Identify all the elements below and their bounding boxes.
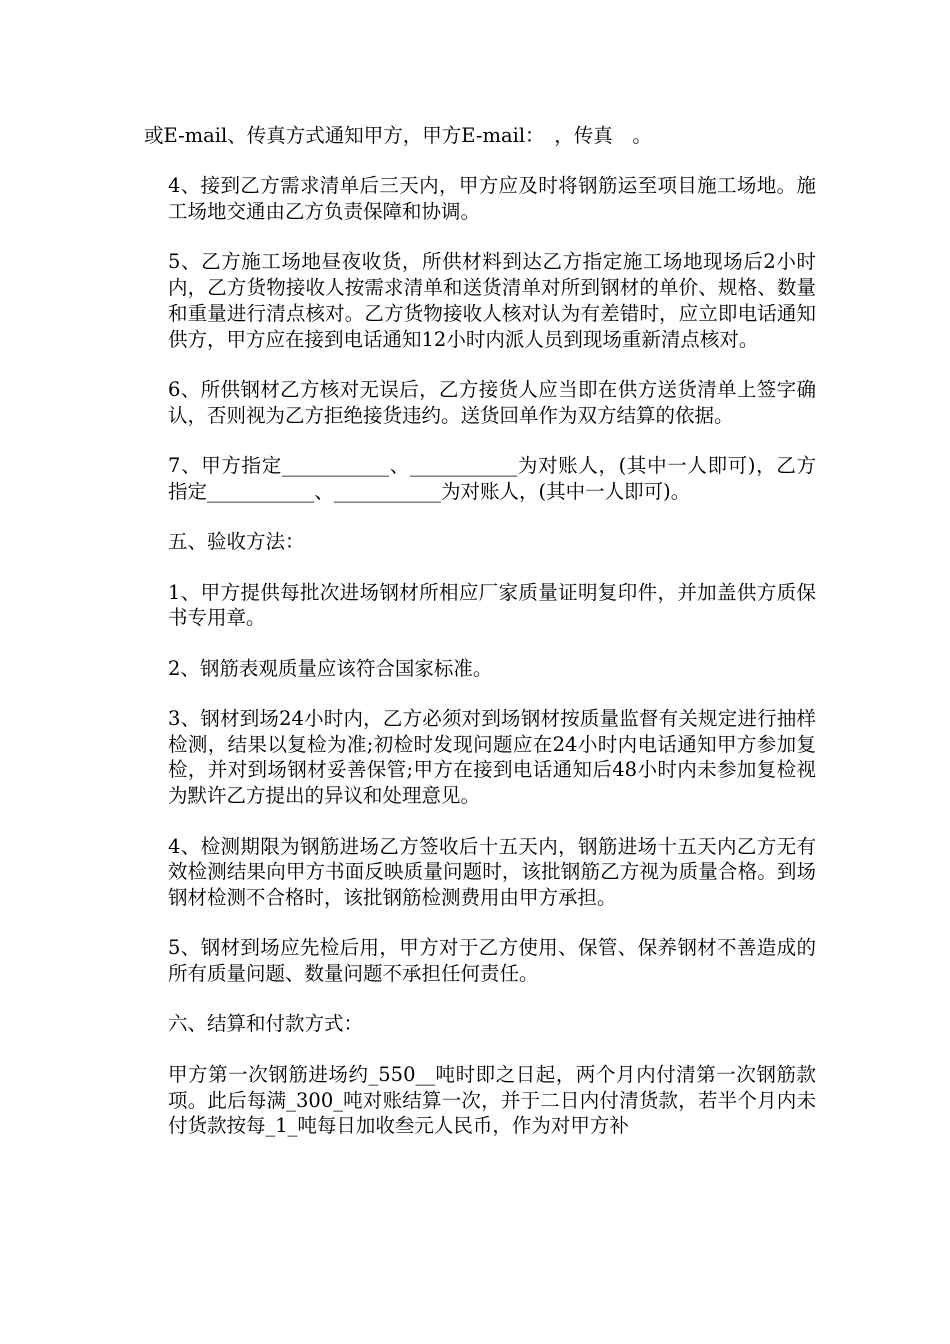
document-page bbox=[144, 123, 816, 1164]
paragraph-notice-method: 或E-mail、传真方式通知甲方，甲方E-mail： ，传真 。 bbox=[144, 124, 652, 147]
section-heading-settlement: 六、结算和付款方式： bbox=[168, 1012, 364, 1036]
paragraph-clause-7-reconciler: 7、甲方指定___________、___________为对账人，(其中一人即可)，乙方指定___________、___________为对账人，(其中一人即可)。 bbox=[168, 454, 816, 503]
section-heading-acceptance: 五、验收方法： bbox=[168, 530, 305, 554]
paragraph-clause-4-delivery: 4、接到乙方需求清单后三天内，甲方应及时将钢筋运至项目施工场地。施工场地交通由乙方负责保障和协调。 bbox=[168, 174, 816, 224]
paragraph-acceptance-3: 3、钢材到场24小时内，乙方必须对到场钢材按质量监督有关规定进行抽样检测，结果以复检为准;初检时发现问题应在24小时内电话通知甲方参加复检，并对到场钢材妥善保管;甲方在接到电话通知后48小时内未参加复检视为默许乙方提出的异议和处理意见。 bbox=[168, 707, 816, 808]
paragraph-clause-6-confirmation: 6、所供钢材乙方核对无误后，乙方接货人应当即在供方送货清单上签字确认，否则视为乙方拒绝接货违约。送货回单作为双方结算的依据。 bbox=[168, 377, 816, 427]
paragraph-acceptance-2: 2、钢筋表观质量应该符合国家标准。 bbox=[168, 656, 493, 680]
paragraph-settlement-terms: 甲方第一次钢筋进场约_550__吨时即之日起，两个月内付清第一次钢筋款项。此后每满_300_吨对账结算一次，并于二日内付清货款，若半个月内未付货款按每_1_吨每日加收叁元人民币，作为对甲方补 bbox=[168, 1062, 816, 1138]
paragraph-acceptance-5: 5、钢材到场应先检后用，甲方对于乙方使用、保管、保养钢材不善造成的所有质量问题、数量问题不承担任何责任。 bbox=[168, 936, 816, 986]
paragraph-acceptance-1: 1、甲方提供每批次进场钢材所相应厂家质量证明复印件，并加盖供方质保书专用章。 bbox=[168, 580, 816, 630]
paragraph-clause-5-receiving: 5、乙方施工场地昼夜收货，所供材料到达乙方指定施工场地现场后2小时内，乙方货物接收人按需求清单和送货清单对所到钢材的单价、规格、数量和重量进行清点核对。乙方货物接收人核对认为有差错时，应立即电话通知供方，甲方应在接到电话通知12小时内派人员到现场重新清点核对。 bbox=[168, 250, 816, 351]
paragraph-acceptance-4: 4、检测期限为钢筋进场乙方签收后十五天内，钢筋进场十五天内乙方无有效检测结果向甲方书面反映质量问题时，该批钢筋乙方视为质量合格。到场钢材检测不合格时，该批钢筋检测费用由甲方承担。 bbox=[168, 834, 816, 909]
